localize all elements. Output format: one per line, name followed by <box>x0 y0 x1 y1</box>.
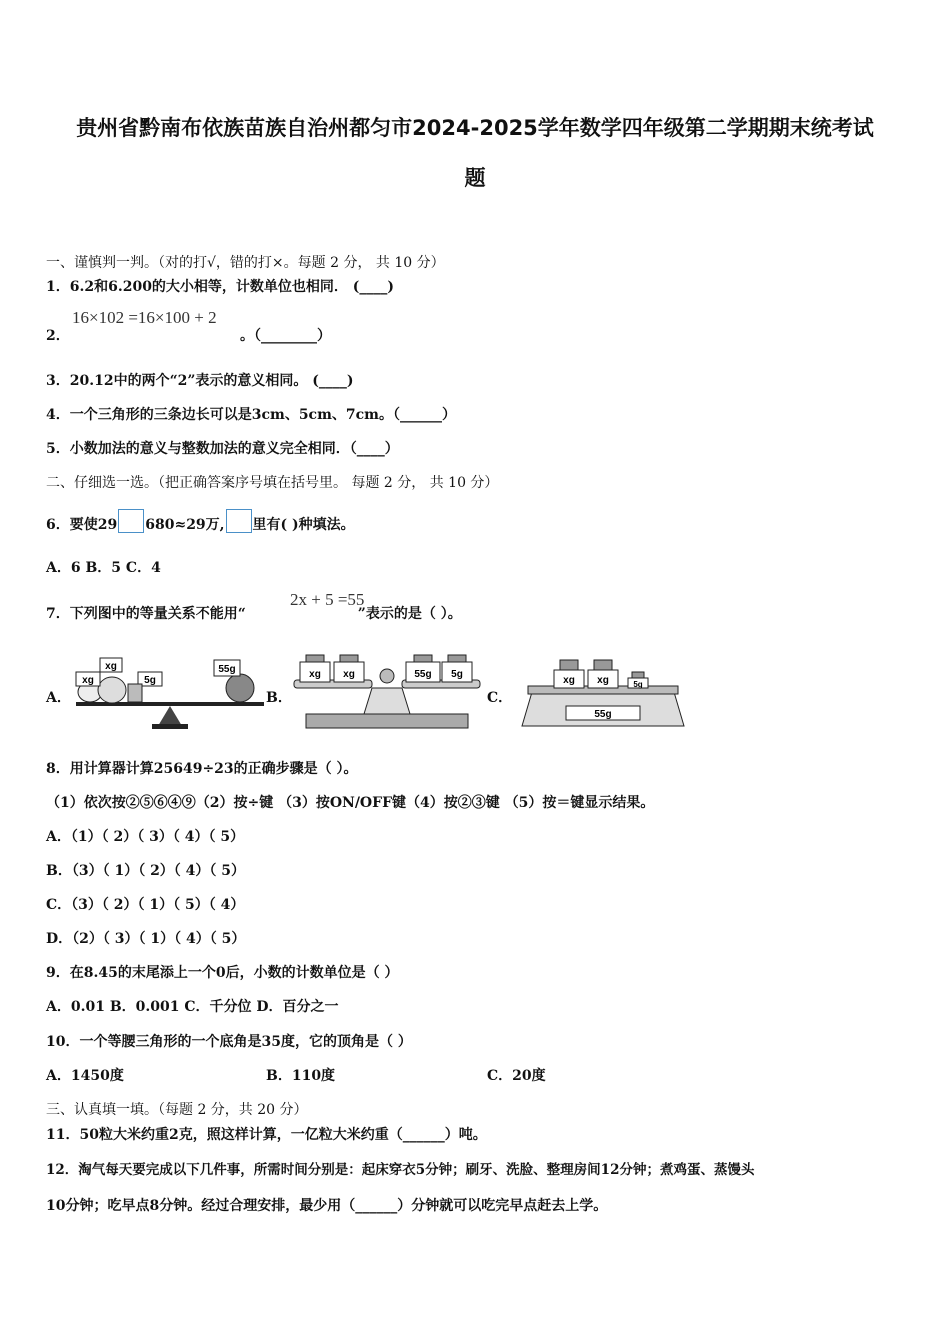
balance-figure-b <box>292 652 482 732</box>
question-9: 9．在8.45的末尾添上一个0后，小数的计数单位是（ ） <box>46 965 399 981</box>
balance-figure-c <box>518 652 688 732</box>
question-2-number: 2． <box>46 328 70 344</box>
label-xg: xg <box>563 675 575 686</box>
question-6-part3: 里有( )种填法。 <box>252 517 355 533</box>
question-6 <box>46 509 355 534</box>
question-5: 5．小数加法的意义与整数加法的意义完全相同．（____） <box>46 441 399 457</box>
label-5g: 5g <box>633 680 643 689</box>
question-8-option-b: B．（3）（ 1）（ 2）（ 4）（ 5） <box>46 863 246 879</box>
page-title-cont: 题 <box>464 166 486 190</box>
label-55g: 55g <box>414 669 432 680</box>
question-7-option-b: B． <box>266 690 292 706</box>
question-10-option-b: B．110度 <box>266 1068 336 1084</box>
section-3-heading: 三、认真填一填。（每题 2 分，共 20 分） <box>46 1102 308 1118</box>
label-55g: 55g <box>218 664 236 675</box>
question-6-part1: 6．要使29 <box>46 517 118 533</box>
question-8-option-a: A．（1）（ 2）（ 3）（ 4）（ 5） <box>46 829 245 845</box>
question-9-options: A．0.01 B．0.001 C．千分位 D．百分之一 <box>46 999 339 1015</box>
label-5g: 5g <box>451 669 463 680</box>
digit-box-2[interactable] <box>226 509 252 533</box>
question-3: 3．20.12中的两个“2”表示的意义相同。 (____) <box>46 373 354 389</box>
label-xg: xg <box>105 661 117 672</box>
question-8-option-d: D．（2）（ 3）（ 1）（ 4）（ 5） <box>46 931 246 947</box>
question-4: 4．一个三角形的三条边长可以是3cm、5cm、7cm。（______） <box>46 407 456 423</box>
question-10-option-a: A．1450度 <box>46 1068 124 1084</box>
question-12: 12．淘气每天要完成以下几件事，所需时间分别是：起床穿衣5分钟；刷牙、洗脸、整理房间12分钟；煮鸡蛋、蒸馒头 <box>46 1162 755 1178</box>
question-7-part2: ”表示的是（ ）。 <box>357 606 462 622</box>
digit-box[interactable] <box>118 509 144 533</box>
page-title: 贵州省黔南布依族苗族自治州都匀市2024-2025学年数学四年级第二学期期末统考试 <box>76 116 874 140</box>
question-8-option-c: C．（3）（ 2）（ 1）（ 5）（ 4） <box>46 897 245 913</box>
question-7-option-c: C． <box>487 690 513 706</box>
question-6-options: A．6 B．5 C．4 <box>46 560 161 576</box>
label-xg: xg <box>309 669 321 680</box>
question-7-part1: 7．下列图中的等量关系不能用“ <box>46 606 246 622</box>
question-2-formula: 16×102 =16×100 + 2 <box>72 308 217 327</box>
question-1: 1．6.2和6.200的大小相等，计数单位也相同． (____) <box>46 279 395 295</box>
question-7-option-a: A． <box>46 690 71 706</box>
question-11: 11．50粒大米约重2克，照这样计算，一亿粒大米约重（______）吨。 <box>46 1127 487 1143</box>
question-8-steps: （1）依次按②⑤⑥④⑨（2）按÷键 （3）按ON/OFF键（4）按②③键 （5）按＝键显示结果。 <box>46 795 655 811</box>
label-xg: xg <box>343 669 355 680</box>
question-10-option-c: C．20度 <box>487 1068 546 1084</box>
question-7 <box>46 603 462 623</box>
label-5g: 5g <box>144 675 156 686</box>
section-2-heading: 二、仔细选一选。（把正确答案序号填在括号里。 每题 2 分， 共 10 分） <box>46 475 499 491</box>
label-55g: 55g <box>594 709 612 720</box>
question-12-cont: 10分钟；吃早点8分钟。经过合理安排，最少用（______）分钟就可以吃完早点赶去上学。 <box>46 1198 608 1214</box>
balance-figure-a <box>70 652 270 732</box>
section-1-heading: 一、谨慎判一判。（对的打√，错的打×。每题 2 分， 共 10 分） <box>46 255 445 271</box>
question-8: 8．用计算器计算25649÷23的正确步骤是（ ）。 <box>46 761 358 777</box>
question-7-formula: 2x + 5 =55 <box>290 590 365 609</box>
question-10: 10．一个等腰三角形的一个底角是35度，它的顶角是（ ） <box>46 1034 412 1050</box>
label-xg: xg <box>82 675 94 686</box>
question-6-part2: 680≈29万, <box>145 517 225 533</box>
question-2-blank: 。（________） <box>240 328 331 344</box>
label-xg: xg <box>597 675 609 686</box>
